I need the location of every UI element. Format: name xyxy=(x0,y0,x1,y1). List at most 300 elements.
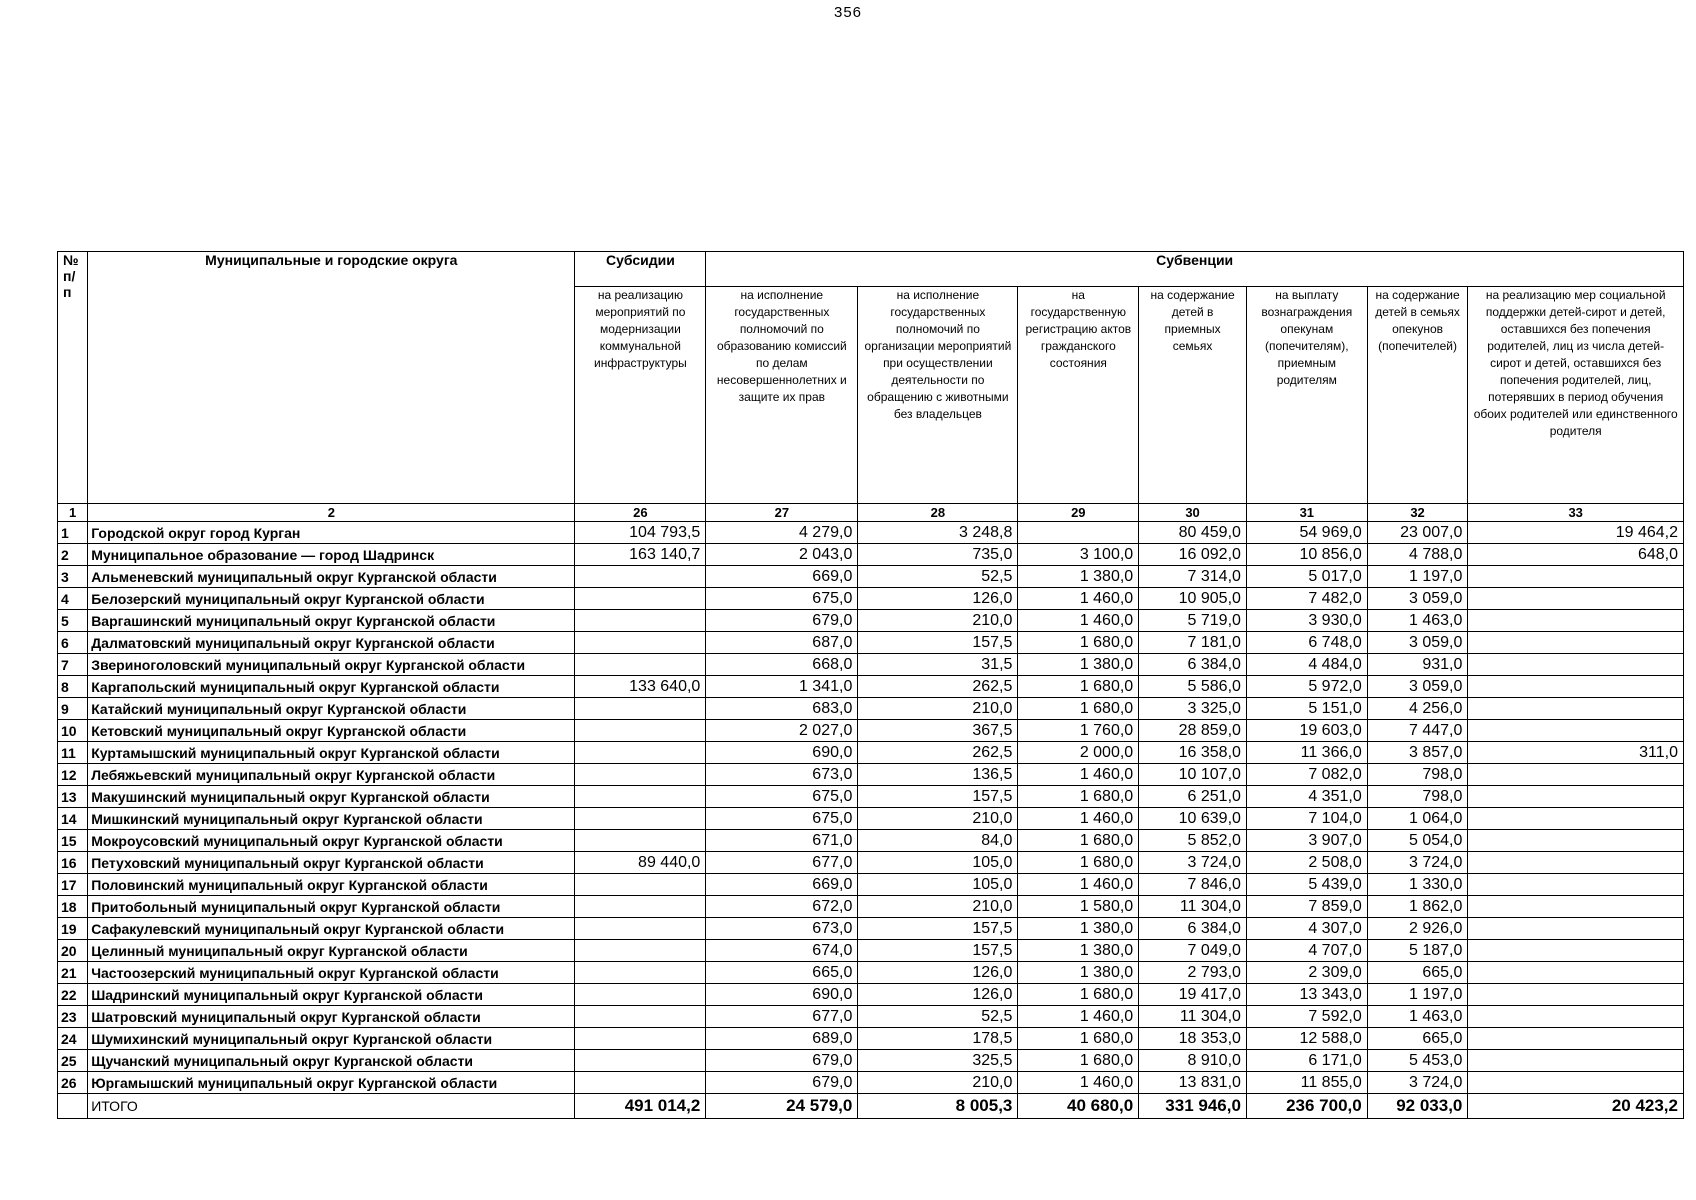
value-cell-col-32: 23 007,0 xyxy=(1367,522,1468,544)
value-cell-col-27: 1 341,0 xyxy=(706,676,858,698)
value-cell-col-32: 1 330,0 xyxy=(1367,874,1468,896)
column-index-row xyxy=(58,504,1684,522)
value-cell-col-31: 6 171,0 xyxy=(1246,1050,1367,1072)
value-cell-col-33 xyxy=(1468,764,1684,786)
value-cell-col-32: 3 724,0 xyxy=(1367,852,1468,874)
table-row xyxy=(58,786,1684,808)
value-cell-col-26 xyxy=(575,588,706,610)
table-row xyxy=(58,808,1684,830)
value-cell-col-26: 133 640,0 xyxy=(575,676,706,698)
header-subventions: Субвенции xyxy=(706,252,1684,287)
value-cell-col-30: 2 793,0 xyxy=(1139,962,1247,984)
value-cell-col-31: 54 969,0 xyxy=(1246,522,1367,544)
value-cell-col-29: 1 460,0 xyxy=(1018,1006,1139,1028)
value-cell-col-33 xyxy=(1468,852,1684,874)
row-number: 3 xyxy=(58,566,88,588)
value-cell-col-27: 673,0 xyxy=(706,918,858,940)
row-number: 10 xyxy=(58,720,88,742)
value-cell-col-27: 679,0 xyxy=(706,1072,858,1094)
value-cell-col-31: 11 855,0 xyxy=(1246,1072,1367,1094)
value-cell-col-30: 10 639,0 xyxy=(1139,808,1247,830)
value-cell-col-33 xyxy=(1468,984,1684,1006)
value-cell-col-29: 1 580,0 xyxy=(1018,896,1139,918)
value-cell-col-29: 1 680,0 xyxy=(1018,1050,1139,1072)
value-cell-col-28: 126,0 xyxy=(858,588,1018,610)
district-name: Каргапольский муниципальный округ Курганской области xyxy=(88,676,575,698)
value-cell-col-29: 1 680,0 xyxy=(1018,1028,1139,1050)
row-number: 24 xyxy=(58,1028,88,1050)
row-number: 18 xyxy=(58,896,88,918)
column-header-33: на реализацию мер социальной поддержки детей-сирот и детей, оставшихся без попечения родителей, лиц из числа детей-сирот и детей, оставшихся без попечения родителей, лиц, потерявших в период обучения обоих родителей или единственного родителя xyxy=(1468,287,1684,504)
value-cell-col-29: 1 380,0 xyxy=(1018,940,1139,962)
value-cell-col-32: 7 447,0 xyxy=(1367,720,1468,742)
value-cell-col-27: 673,0 xyxy=(706,764,858,786)
value-cell-col-31: 5 151,0 xyxy=(1246,698,1367,720)
value-cell-col-32: 931,0 xyxy=(1367,654,1468,676)
value-cell-col-31: 7 592,0 xyxy=(1246,1006,1367,1028)
value-cell-col-30: 28 859,0 xyxy=(1139,720,1247,742)
value-cell-col-26 xyxy=(575,654,706,676)
value-cell-col-28: 105,0 xyxy=(858,852,1018,874)
table-row xyxy=(58,610,1684,632)
total-number-cell xyxy=(58,1094,88,1119)
value-cell-col-31: 3 930,0 xyxy=(1246,610,1367,632)
row-number: 2 xyxy=(58,544,88,566)
district-name: Варгашинский муниципальный округ Курганской области xyxy=(88,610,575,632)
value-cell-col-28: 210,0 xyxy=(858,1072,1018,1094)
value-cell-col-27: 672,0 xyxy=(706,896,858,918)
value-cell-col-26: 89 440,0 xyxy=(575,852,706,874)
district-name: Петуховский муниципальный округ Курганской области xyxy=(88,852,575,874)
value-cell-col-33 xyxy=(1468,610,1684,632)
value-cell-col-26 xyxy=(575,874,706,896)
value-cell-col-31: 7 482,0 xyxy=(1246,588,1367,610)
value-cell-col-26 xyxy=(575,984,706,1006)
column-header-26: на реализацию мероприятий по модернизации коммунальной инфраструктуры xyxy=(575,287,706,504)
value-cell-col-28: 210,0 xyxy=(858,698,1018,720)
column-header-29: на государственную регистрацию актов гражданского состояния xyxy=(1018,287,1139,504)
value-cell-col-32: 665,0 xyxy=(1367,962,1468,984)
table-row xyxy=(58,940,1684,962)
value-cell-col-30: 7 049,0 xyxy=(1139,940,1247,962)
value-cell-col-31: 5 017,0 xyxy=(1246,566,1367,588)
value-cell-col-30: 6 384,0 xyxy=(1139,918,1247,940)
row-number: 26 xyxy=(58,1072,88,1094)
value-cell-col-32: 3 059,0 xyxy=(1367,676,1468,698)
value-cell-col-31: 13 343,0 xyxy=(1246,984,1367,1006)
value-cell-col-32: 5 054,0 xyxy=(1367,830,1468,852)
value-cell-col-30: 80 459,0 xyxy=(1139,522,1247,544)
page-number: 356 xyxy=(833,4,863,21)
total-row xyxy=(58,1094,1684,1119)
value-cell-col-28: 157,5 xyxy=(858,632,1018,654)
value-cell-col-27: 690,0 xyxy=(706,742,858,764)
column-index: 1 xyxy=(58,504,88,522)
value-cell-col-27: 675,0 xyxy=(706,786,858,808)
district-name: Куртамышский муниципальный округ Курганской области xyxy=(88,742,575,764)
value-cell-col-30: 16 358,0 xyxy=(1139,742,1247,764)
value-cell-col-31: 12 588,0 xyxy=(1246,1028,1367,1050)
value-cell-col-28: 126,0 xyxy=(858,962,1018,984)
value-cell-col-29: 1 680,0 xyxy=(1018,786,1139,808)
value-cell-col-28: 210,0 xyxy=(858,896,1018,918)
value-cell-col-33 xyxy=(1468,940,1684,962)
value-cell-col-27: 683,0 xyxy=(706,698,858,720)
district-name: Юргамышский муниципальный округ Курганской области xyxy=(88,1072,575,1094)
value-cell-col-31: 4 307,0 xyxy=(1246,918,1367,940)
value-cell-col-33 xyxy=(1468,830,1684,852)
row-number: 13 xyxy=(58,786,88,808)
value-cell-col-33 xyxy=(1468,566,1684,588)
value-cell-col-26 xyxy=(575,1072,706,1094)
table-row xyxy=(58,676,1684,698)
row-number: 16 xyxy=(58,852,88,874)
value-cell-col-33 xyxy=(1468,1072,1684,1094)
value-cell-col-33 xyxy=(1468,632,1684,654)
value-cell-col-31: 4 484,0 xyxy=(1246,654,1367,676)
value-cell-col-33 xyxy=(1468,1050,1684,1072)
value-cell-col-27: 2 043,0 xyxy=(706,544,858,566)
value-cell-col-32: 1 463,0 xyxy=(1367,610,1468,632)
value-cell-col-29: 1 460,0 xyxy=(1018,808,1139,830)
table-row xyxy=(58,1028,1684,1050)
value-cell-col-28: 136,5 xyxy=(858,764,1018,786)
table-row xyxy=(58,962,1684,984)
value-cell-col-29: 1 460,0 xyxy=(1018,610,1139,632)
value-cell-col-32: 798,0 xyxy=(1367,786,1468,808)
value-cell-col-29: 1 460,0 xyxy=(1018,764,1139,786)
value-cell-col-32: 3 059,0 xyxy=(1367,588,1468,610)
district-name: Муниципальное образование — город Шадринск xyxy=(88,544,575,566)
value-cell-col-33 xyxy=(1468,962,1684,984)
value-cell-col-26 xyxy=(575,962,706,984)
value-cell-col-33: 648,0 xyxy=(1468,544,1684,566)
value-cell-col-31: 5 439,0 xyxy=(1246,874,1367,896)
value-cell-col-27: 677,0 xyxy=(706,1006,858,1028)
value-cell-col-33 xyxy=(1468,896,1684,918)
row-number: 15 xyxy=(58,830,88,852)
value-cell-col-28: 325,5 xyxy=(858,1050,1018,1072)
column-index: 2 xyxy=(88,504,575,522)
value-cell-col-26: 104 793,5 xyxy=(575,522,706,544)
value-cell-col-32: 798,0 xyxy=(1367,764,1468,786)
district-name: Мишкинский муниципальный округ Курганской области xyxy=(88,808,575,830)
value-cell-col-31: 7 104,0 xyxy=(1246,808,1367,830)
value-cell-col-31: 11 366,0 xyxy=(1246,742,1367,764)
value-cell-col-26 xyxy=(575,918,706,940)
total-value-col-33: 20 423,2 xyxy=(1468,1094,1684,1119)
value-cell-col-28: 367,5 xyxy=(858,720,1018,742)
value-cell-col-33 xyxy=(1468,720,1684,742)
row-number: 4 xyxy=(58,588,88,610)
value-cell-col-28: 31,5 xyxy=(858,654,1018,676)
value-cell-col-30: 7 846,0 xyxy=(1139,874,1247,896)
value-cell-col-28: 210,0 xyxy=(858,610,1018,632)
row-number: 19 xyxy=(58,918,88,940)
header-subsidies: Субсидии xyxy=(575,252,706,287)
value-cell-col-26 xyxy=(575,632,706,654)
value-cell-col-33 xyxy=(1468,698,1684,720)
row-number: 25 xyxy=(58,1050,88,1072)
value-cell-col-30: 3 724,0 xyxy=(1139,852,1247,874)
column-index: 28 xyxy=(858,504,1018,522)
table-row xyxy=(58,698,1684,720)
district-name: Альменевский муниципальный округ Курганской области xyxy=(88,566,575,588)
table-row xyxy=(58,742,1684,764)
total-value-col-26: 491 014,2 xyxy=(575,1094,706,1119)
district-name: Катайский муниципальный округ Курганской области xyxy=(88,698,575,720)
value-cell-col-29: 1 380,0 xyxy=(1018,566,1139,588)
total-value-col-28: 8 005,3 xyxy=(858,1094,1018,1119)
district-name: Городской округ город Курган xyxy=(88,522,575,544)
district-name: Белозерский муниципальный округ Курганской области xyxy=(88,588,575,610)
table-body xyxy=(58,522,1684,1119)
table-row xyxy=(58,632,1684,654)
value-cell-col-29: 1 380,0 xyxy=(1018,654,1139,676)
value-cell-col-27: 690,0 xyxy=(706,984,858,1006)
value-cell-col-30: 16 092,0 xyxy=(1139,544,1247,566)
value-cell-col-27: 675,0 xyxy=(706,808,858,830)
row-number: 20 xyxy=(58,940,88,962)
value-cell-col-32: 3 857,0 xyxy=(1367,742,1468,764)
total-value-col-30: 331 946,0 xyxy=(1139,1094,1247,1119)
value-cell-col-29: 1 680,0 xyxy=(1018,984,1139,1006)
value-cell-col-27: 669,0 xyxy=(706,874,858,896)
district-name: Частоозерский муниципальный округ Курганской области xyxy=(88,962,575,984)
header-num: № п/п xyxy=(58,252,88,504)
value-cell-col-33 xyxy=(1468,1006,1684,1028)
value-cell-col-26 xyxy=(575,808,706,830)
value-cell-col-27: 679,0 xyxy=(706,610,858,632)
value-cell-col-33: 311,0 xyxy=(1468,742,1684,764)
value-cell-col-29 xyxy=(1018,522,1139,544)
table-row xyxy=(58,544,1684,566)
district-name: Щучанский муниципальный округ Курганской области xyxy=(88,1050,575,1072)
value-cell-col-28: 157,5 xyxy=(858,786,1018,808)
table-row xyxy=(58,1072,1684,1094)
table-row xyxy=(58,852,1684,874)
value-cell-col-30: 19 417,0 xyxy=(1139,984,1247,1006)
value-cell-col-28: 210,0 xyxy=(858,808,1018,830)
district-name: Кетовский муниципальный округ Курганской области xyxy=(88,720,575,742)
total-value-col-27: 24 579,0 xyxy=(706,1094,858,1119)
value-cell-col-26 xyxy=(575,698,706,720)
value-cell-col-32: 1 197,0 xyxy=(1367,984,1468,1006)
value-cell-col-26 xyxy=(575,764,706,786)
row-number: 17 xyxy=(58,874,88,896)
total-value-col-29: 40 680,0 xyxy=(1018,1094,1139,1119)
district-name: Шадринский муниципальный округ Курганской области xyxy=(88,984,575,1006)
value-cell-col-31: 2 309,0 xyxy=(1246,962,1367,984)
value-cell-col-26 xyxy=(575,940,706,962)
value-cell-col-30: 13 831,0 xyxy=(1139,1072,1247,1094)
table-row xyxy=(58,830,1684,852)
value-cell-col-30: 5 719,0 xyxy=(1139,610,1247,632)
value-cell-col-29: 1 380,0 xyxy=(1018,918,1139,940)
value-cell-col-26 xyxy=(575,610,706,632)
value-cell-col-27: 689,0 xyxy=(706,1028,858,1050)
table-row xyxy=(58,522,1684,544)
value-cell-col-32: 4 788,0 xyxy=(1367,544,1468,566)
value-cell-col-32: 3 724,0 xyxy=(1367,1072,1468,1094)
value-cell-col-33 xyxy=(1468,874,1684,896)
value-cell-col-30: 7 314,0 xyxy=(1139,566,1247,588)
value-cell-col-32: 5 453,0 xyxy=(1367,1050,1468,1072)
district-name: Шумихинский муниципальный округ Курганской области xyxy=(88,1028,575,1050)
value-cell-col-26 xyxy=(575,742,706,764)
value-cell-col-32: 5 187,0 xyxy=(1367,940,1468,962)
district-name: Целинный муниципальный округ Курганской области xyxy=(88,940,575,962)
value-cell-col-32: 1 064,0 xyxy=(1367,808,1468,830)
value-cell-col-27: 665,0 xyxy=(706,962,858,984)
value-cell-col-29: 1 460,0 xyxy=(1018,874,1139,896)
row-number: 22 xyxy=(58,984,88,1006)
value-cell-col-30: 6 384,0 xyxy=(1139,654,1247,676)
row-number: 12 xyxy=(58,764,88,786)
value-cell-col-29: 1 380,0 xyxy=(1018,962,1139,984)
column-header-27: на исполнение государственных полномочий по образованию комиссий по делам несовершеннолетних и защите их прав xyxy=(706,287,858,504)
value-cell-col-33 xyxy=(1468,808,1684,830)
value-cell-col-31: 2 508,0 xyxy=(1246,852,1367,874)
value-cell-col-30: 18 353,0 xyxy=(1139,1028,1247,1050)
value-cell-col-28: 262,5 xyxy=(858,742,1018,764)
value-cell-col-33 xyxy=(1468,654,1684,676)
value-cell-col-30: 8 910,0 xyxy=(1139,1050,1247,1072)
value-cell-col-26 xyxy=(575,1006,706,1028)
district-name: Сафакулевский муниципальный округ Курганской области xyxy=(88,918,575,940)
table-row xyxy=(58,720,1684,742)
value-cell-col-26 xyxy=(575,786,706,808)
value-cell-col-28: 3 248,8 xyxy=(858,522,1018,544)
column-header-31: на выплату вознаграждения опекунам (попечителям), приемным родителям xyxy=(1246,287,1367,504)
value-cell-col-28: 262,5 xyxy=(858,676,1018,698)
value-cell-col-28: 735,0 xyxy=(858,544,1018,566)
value-cell-col-33 xyxy=(1468,676,1684,698)
row-number: 7 xyxy=(58,654,88,676)
budget-table xyxy=(57,251,1684,1119)
value-cell-col-32: 1 862,0 xyxy=(1367,896,1468,918)
value-cell-col-28: 157,5 xyxy=(858,940,1018,962)
value-cell-col-27: 4 279,0 xyxy=(706,522,858,544)
value-cell-col-31: 19 603,0 xyxy=(1246,720,1367,742)
value-cell-col-31: 5 972,0 xyxy=(1246,676,1367,698)
district-name: Звериноголовский муниципальный округ Курганской области xyxy=(88,654,575,676)
total-value-col-32: 92 033,0 xyxy=(1367,1094,1468,1119)
table-row xyxy=(58,654,1684,676)
value-cell-col-27: 674,0 xyxy=(706,940,858,962)
value-cell-col-30: 11 304,0 xyxy=(1139,896,1247,918)
district-name: Лебяжьевский муниципальный округ Курганской области xyxy=(88,764,575,786)
value-cell-col-29: 1 680,0 xyxy=(1018,632,1139,654)
table-row xyxy=(58,874,1684,896)
column-header-30: на содержание детей в приемных семьях xyxy=(1139,287,1247,504)
column-index: 26 xyxy=(575,504,706,522)
value-cell-col-29: 1 760,0 xyxy=(1018,720,1139,742)
total-label: ИТОГО xyxy=(88,1094,575,1119)
row-number: 9 xyxy=(58,698,88,720)
value-cell-col-29: 3 100,0 xyxy=(1018,544,1139,566)
value-cell-col-30: 3 325,0 xyxy=(1139,698,1247,720)
district-name: Половинский муниципальный округ Курганской области xyxy=(88,874,575,896)
value-cell-col-29: 1 680,0 xyxy=(1018,852,1139,874)
table-row xyxy=(58,1050,1684,1072)
row-number: 23 xyxy=(58,1006,88,1028)
column-index: 27 xyxy=(706,504,858,522)
value-cell-col-26 xyxy=(575,1028,706,1050)
value-cell-col-31: 4 351,0 xyxy=(1246,786,1367,808)
value-cell-col-29: 1 680,0 xyxy=(1018,676,1139,698)
value-cell-col-30: 10 905,0 xyxy=(1139,588,1247,610)
column-index: 32 xyxy=(1367,504,1468,522)
value-cell-col-28: 178,5 xyxy=(858,1028,1018,1050)
row-number: 21 xyxy=(58,962,88,984)
value-cell-col-26 xyxy=(575,720,706,742)
table-row xyxy=(58,984,1684,1006)
value-cell-col-31: 6 748,0 xyxy=(1246,632,1367,654)
value-cell-col-30: 5 852,0 xyxy=(1139,830,1247,852)
value-cell-col-32: 2 926,0 xyxy=(1367,918,1468,940)
value-cell-col-28: 126,0 xyxy=(858,984,1018,1006)
column-header-28: на исполнение государственных полномочий по организации мероприятий при осуществлении деятельности по обращению с животными без владельцев xyxy=(858,287,1018,504)
district-name: Далматовский муниципальный округ Курганской области xyxy=(88,632,575,654)
value-cell-col-27: 669,0 xyxy=(706,566,858,588)
row-number: 5 xyxy=(58,610,88,632)
row-number: 6 xyxy=(58,632,88,654)
value-cell-col-32: 3 059,0 xyxy=(1367,632,1468,654)
column-index: 31 xyxy=(1246,504,1367,522)
row-number: 8 xyxy=(58,676,88,698)
value-cell-col-33 xyxy=(1468,786,1684,808)
value-cell-col-26 xyxy=(575,1050,706,1072)
value-cell-col-28: 157,5 xyxy=(858,918,1018,940)
value-cell-col-31: 3 907,0 xyxy=(1246,830,1367,852)
value-cell-col-31: 7 859,0 xyxy=(1246,896,1367,918)
column-index: 29 xyxy=(1018,504,1139,522)
column-index: 30 xyxy=(1139,504,1247,522)
table-row xyxy=(58,1006,1684,1028)
table-row xyxy=(58,566,1684,588)
value-cell-col-29: 1 680,0 xyxy=(1018,830,1139,852)
value-cell-col-33 xyxy=(1468,1028,1684,1050)
header-name: Муниципальные и городские округа xyxy=(88,252,575,504)
total-value-col-31: 236 700,0 xyxy=(1246,1094,1367,1119)
table-row xyxy=(58,896,1684,918)
column-header-32: на содержание детей в семьях опекунов (попечителей) xyxy=(1367,287,1468,504)
value-cell-col-28: 84,0 xyxy=(858,830,1018,852)
value-cell-col-33: 19 464,2 xyxy=(1468,522,1684,544)
value-cell-col-27: 679,0 xyxy=(706,1050,858,1072)
district-name: Шатровский муниципальный округ Курганской области xyxy=(88,1006,575,1028)
value-cell-col-29: 2 000,0 xyxy=(1018,742,1139,764)
value-cell-col-31: 4 707,0 xyxy=(1246,940,1367,962)
value-cell-col-32: 1 463,0 xyxy=(1367,1006,1468,1028)
district-name: Макушинский муниципальный округ Курганской области xyxy=(88,786,575,808)
value-cell-col-29: 1 460,0 xyxy=(1018,1072,1139,1094)
value-cell-col-27: 2 027,0 xyxy=(706,720,858,742)
value-cell-col-31: 10 856,0 xyxy=(1246,544,1367,566)
value-cell-col-26 xyxy=(575,896,706,918)
value-cell-col-30: 5 586,0 xyxy=(1139,676,1247,698)
value-cell-col-32: 665,0 xyxy=(1367,1028,1468,1050)
value-cell-col-33 xyxy=(1468,918,1684,940)
value-cell-col-30: 7 181,0 xyxy=(1139,632,1247,654)
table-row xyxy=(58,588,1684,610)
value-cell-col-32: 4 256,0 xyxy=(1367,698,1468,720)
value-cell-col-27: 668,0 xyxy=(706,654,858,676)
value-cell-col-27: 671,0 xyxy=(706,830,858,852)
value-cell-col-28: 52,5 xyxy=(858,566,1018,588)
value-cell-col-28: 52,5 xyxy=(858,1006,1018,1028)
